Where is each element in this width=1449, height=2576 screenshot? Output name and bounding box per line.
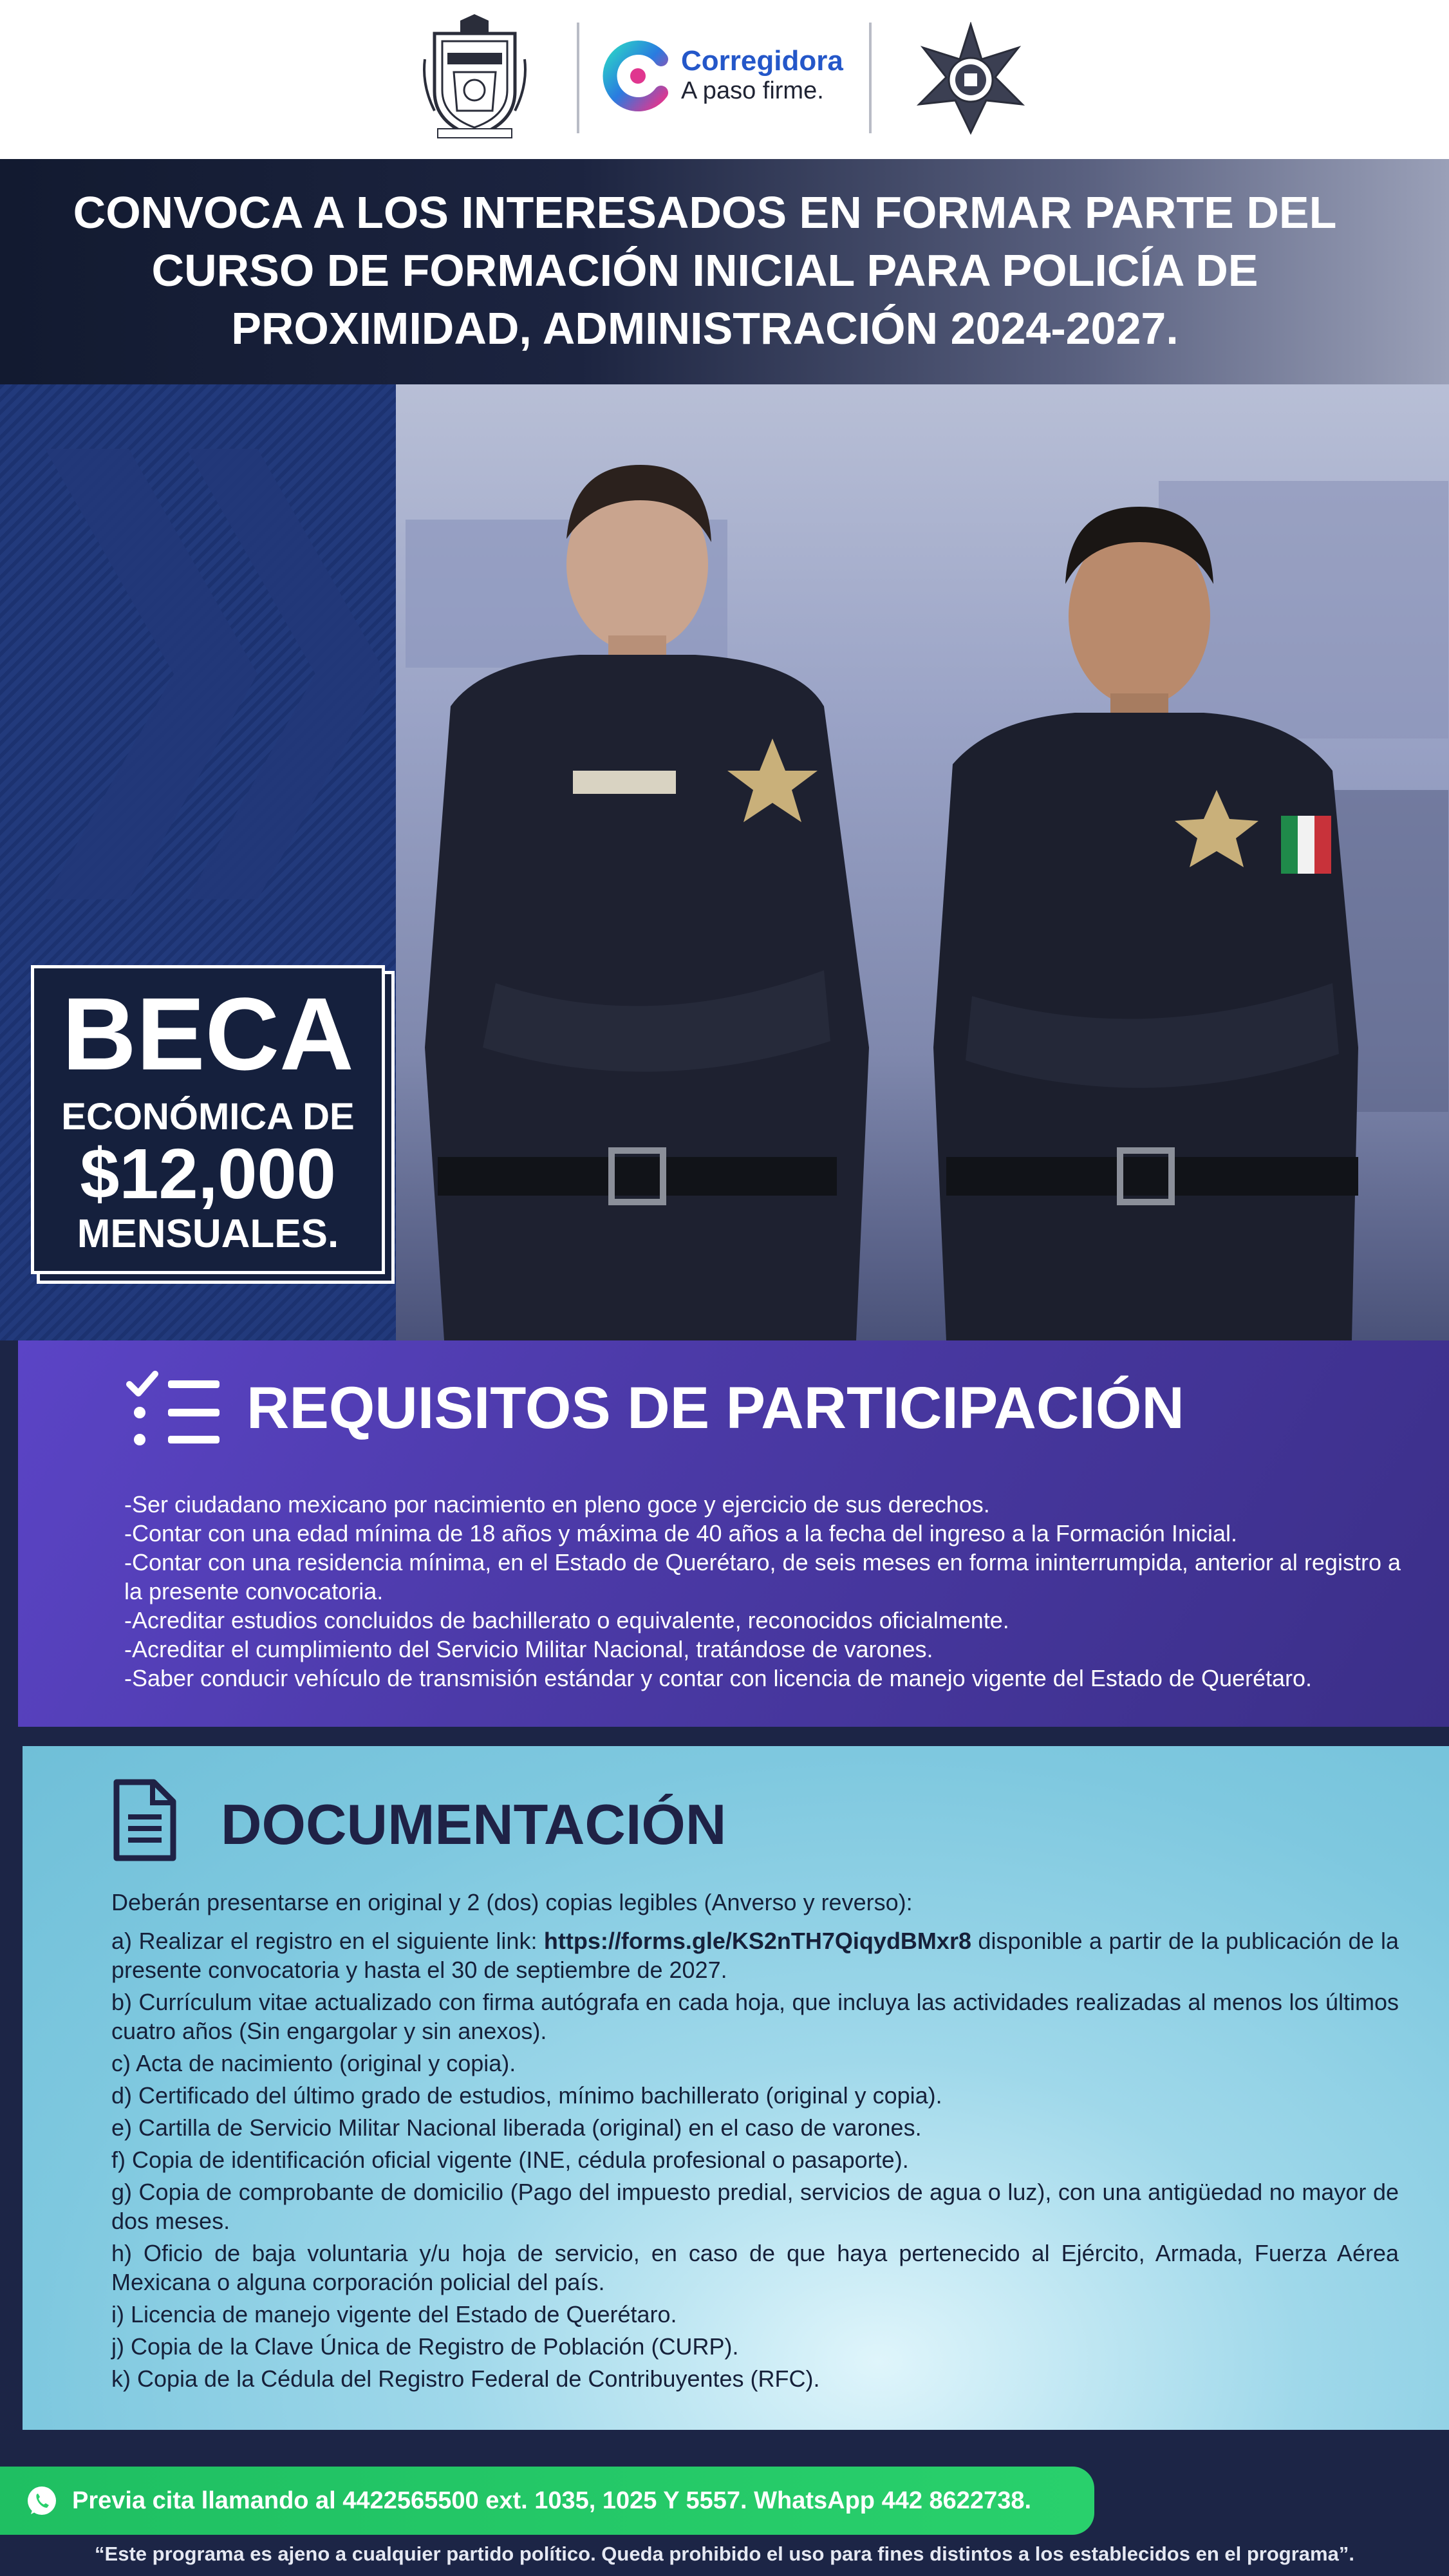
documentation-item: i) Licencia de manejo vigente del Estado de Querétaro. [111, 2301, 677, 2327]
documentation-intro: Deberán presentarse en original y 2 (dos) copias legibles (Anverso y reverso): [111, 1889, 913, 1915]
header-bar [0, 0, 1449, 159]
corregidora-c-logo-icon [602, 40, 674, 112]
requirement-item: -Acreditar el cumplimiento del Servicio Militar Nacional, tratándose de varones. [124, 1636, 933, 1662]
whatsapp-icon [26, 2485, 58, 2517]
documentation-item: g) Copia de comprobante de domicilio (Pago del impuesto predial, servicios de agua o luz), con una antigüedad no mayor de dos meses. [111, 2179, 1399, 2234]
header-divider [869, 23, 872, 133]
requirement-item: -Acreditar estudios concluidos de bachillerato o equivalente, reconocidos oficialmente. [124, 1607, 1009, 1633]
registration-link[interactable]: https://forms.gle/KS2nTH7QiqydBMxr8 [543, 1928, 971, 1954]
contact-text: Previa cita llamando al 4422565500 ext. 1035, 1025 Y 5557. WhatsApp 442 8622738. [72, 2487, 1032, 2514]
documentation-item: b) Currículum vitae actualizado con firma autógrafa en cada hoja, que incluya las actividades realizadas al menos los últimos cuatro años (Sin engargolar y sin anexos). [111, 1989, 1399, 2044]
documentation-section [23, 1746, 1449, 2430]
documentation-item-text: a) Realizar el registro en el siguiente link: [111, 1928, 544, 1954]
documentation-item: d) Certificado del último grado de estudios, mínimo bachillerato (original y copia). [111, 2082, 942, 2109]
documentation-item: e) Cartilla de Servicio Militar Nacional liberada (original) en el caso de varones. [111, 2114, 922, 2141]
documentation-item-text: disponible a partir de la publicación de la presente convocatoria y hasta el 30 de septiembre de 2027. [111, 1928, 1399, 1983]
documentation-item: k) Copia de la Cédula del Registro Federal de Contribuyentes (RFC). [111, 2365, 820, 2392]
requirement-item: -Saber conducir vehículo de transmisión estándar y contar con licencia de manejo vigente del Estado de Querétaro. [124, 1665, 1313, 1691]
footer-disclaimer: “Este programa es ajeno a cualquier partido político. Queda prohibido el uso para fines distintos a los establecidos en el programa”. [95, 2543, 1354, 2565]
hero-section [0, 159, 1449, 1340]
hero-title: CONVOCA A LOS INTERESADOS EN FORMAR PARTE DEL CURSO DE FORMACIÓN INICIAL PARA POLICÍA DE PROXIMIDAD, ADMINISTRACIÓN 2024-2027. [73, 187, 1337, 353]
requirement-item: -Contar con una edad mínima de 18 años y máxima de 40 años a la fecha del ingreso a la Formación Inicial. [124, 1520, 1237, 1547]
documentation-item: j) Copia de la Clave Única de Registro de Población (CURP). [111, 2333, 739, 2360]
header-divider [577, 23, 579, 133]
requirements-list [124, 1490, 1412, 1693]
scholarship-subtitle: ECONÓMICA DE [61, 1096, 355, 1138]
police-officers-photo [290, 404, 1448, 1340]
scholarship-badge [31, 965, 385, 1274]
scholarship-amount: $12,000 [80, 1134, 336, 1214]
documentation-heading: DOCUMENTACIÓN [221, 1792, 727, 1856]
scholarship-period: MENSUALES. [77, 1212, 339, 1256]
brand-name: Corregidora [681, 45, 843, 77]
requirements-heading: REQUISITOS DE PARTICIPACIÓN [247, 1375, 1184, 1441]
requirement-item: -Ser ciudadano mexicano por nacimiento en pleno goce y ejercicio de sus derechos. [124, 1491, 990, 1518]
checklist-icon [124, 1366, 221, 1450]
documentation-item: f) Copia de identificación oficial vigente (INE, cédula profesional o pasaporte). [111, 2147, 909, 2173]
documentation-item: c) Acta de nacimiento (original y copia). [111, 2050, 516, 2076]
requirements-section [18, 1340, 1449, 1727]
brand-tagline: A paso firme. [681, 77, 824, 104]
documentation-item [111, 1926, 1399, 1984]
requirement-item: -Contar con una residencia mínima, en el Estado de Querétaro, de seis meses en forma ininterrumpida, anterior al registro a la presente convocatoria. [124, 1549, 1401, 1604]
document-icon [113, 1778, 177, 1862]
contact-banner[interactable] [0, 2467, 1094, 2535]
documentation-item: h) Oficio de baja voluntaria y/u hoja de servicio, en caso de que haya pertenecido al Ejército, Armada, Fuerza Aérea Mexicana o alguna corporación policial del país. [111, 2240, 1399, 2295]
documentation-list [111, 1926, 1399, 2396]
municipal-shield-icon [422, 14, 528, 140]
police-star-badge-icon [914, 22, 1027, 135]
scholarship-title: BECA [62, 976, 354, 1091]
